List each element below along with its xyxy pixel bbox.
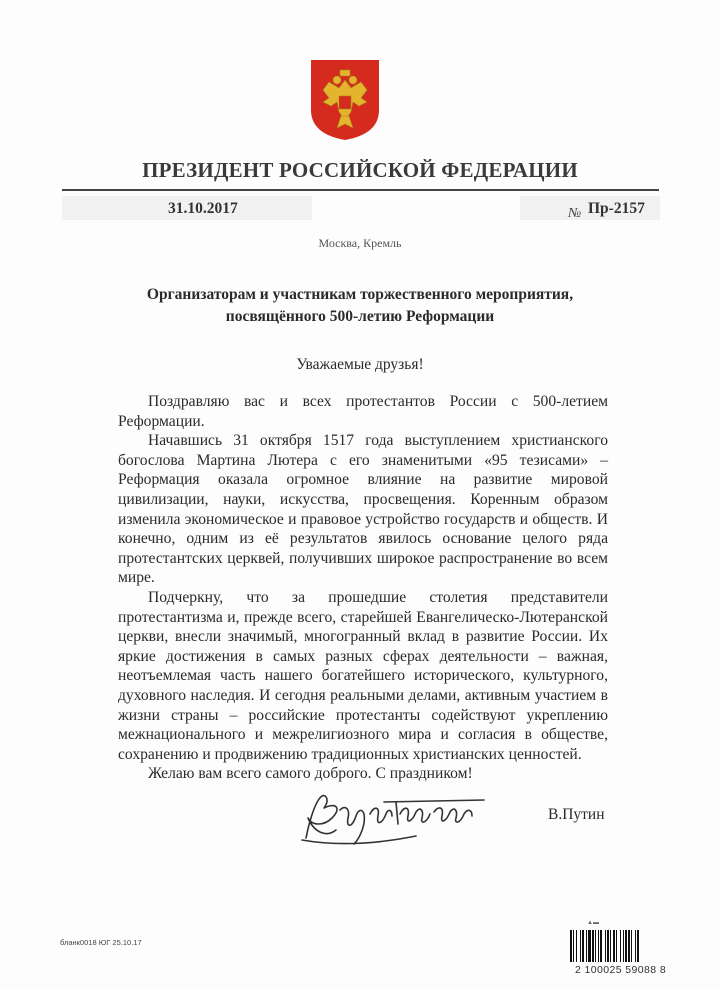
greeting: Уважаемые друзья! [296,356,424,373]
letter-body [118,392,608,784]
body-paragraph-4: Желаю вам всего самого доброго. С праздником! [148,765,473,783]
place-of-issue: Москва, Кремль [318,236,402,250]
number-sign: № [568,206,582,221]
body-paragraph-1: Поздравляю вас и всех протестантов России с 500-летием Реформации. [118,393,608,430]
letterhead-title: ПРЕЗИДЕНТ РОССИЙСКОЙ ФЕДЕРАЦИИ [142,158,578,182]
barcode [570,930,682,962]
state-emblem-icon [309,58,381,142]
body-paragraph-3: Подчеркну, что за прошедшие столетия представители протестантизма и, прежде всего, старейшей Евангелическо-Лютеранской церкви, внесли значимый, многогранный вклад в развитие России. Их яркие достижения в самых разных сферах деятельности – важная, неотъемлемая часть нашего богатейшего исторического, культурного, духовного наследия. И сегодня реальными делами, активным участием в жизни страны – российские протестанты содействуют укреплению межнационального и межрелигиозного мира и согласия в обществе, сохранению и продвижению традиционных христианских ценностей. [118,588,608,763]
letterhead-divider [62,189,659,191]
form-code: бланк0018 ЮГ 25.10.17 [60,938,142,947]
letter-date: 31.10.2017 [168,200,238,217]
letter-number: Пр-2157 [588,200,645,217]
barcode-number: 2 100025 59088 8 [575,964,667,976]
addressee-block [60,284,660,328]
barcode-logo-icon: ▲▬ [587,920,599,926]
addressee-line-2: посвящённого 500-летию Реформации [225,308,495,325]
addressee-line-1: Организаторам и участникам торжественного мероприятия, [146,286,574,303]
handwritten-signature [296,788,496,848]
signer-name: В.Путин [548,806,605,823]
body-paragraph-2: Начавшись 31 октября 1517 года выступлением христианского богослова Мартина Лютера с его знаменитыми «95 тезисами» – Реформация оказала огромное влияние на развитие мировой цивилизации, науки, искусства, просвещения. Коренным образом изменила экономическое и правовое устройство государств и обществ. И конечно, одним из её результатов явилось основание целого ряда протестантских церквей, получивших широкое распространение во всем мире. [118,432,608,587]
